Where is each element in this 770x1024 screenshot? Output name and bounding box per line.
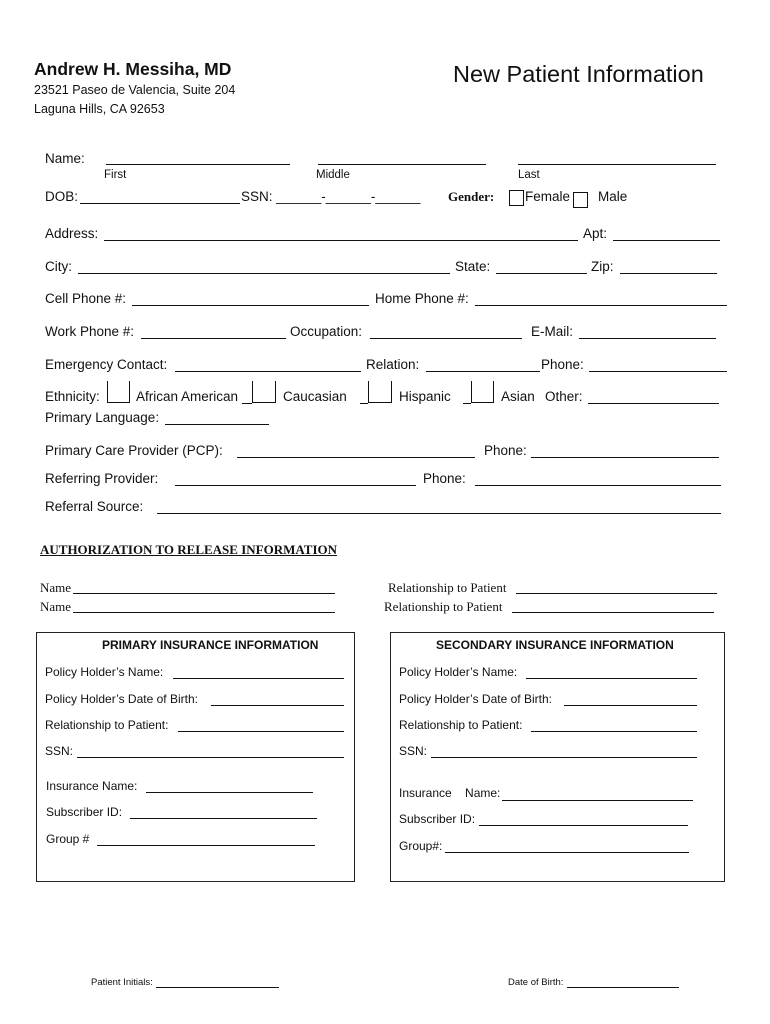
- cell-phone-field[interactable]: [132, 305, 369, 306]
- primary-insurance-name-field[interactable]: [146, 792, 313, 793]
- occupation-label: Occupation:: [290, 324, 363, 339]
- ethnicity-label: Ethnicity:: [45, 389, 100, 404]
- city-field[interactable]: [78, 273, 450, 274]
- primary-subscriber-id-label: Subscriber ID:: [46, 805, 123, 819]
- state-field[interactable]: [496, 273, 587, 274]
- secondary-relationship-field[interactable]: [531, 731, 697, 732]
- primary-group-field[interactable]: [97, 845, 315, 846]
- secondary-insurance-name-field[interactable]: [502, 800, 693, 801]
- referral-source-field[interactable]: [157, 513, 721, 514]
- secondary-policy-holder-dob-field[interactable]: [564, 705, 697, 706]
- asian-underline: [463, 403, 471, 404]
- pcp-label: Primary Care Provider (PCP):: [45, 443, 223, 458]
- state-label: State:: [455, 259, 491, 274]
- patient-initials-field[interactable]: [156, 987, 279, 988]
- city-label: City:: [45, 259, 72, 274]
- footer-dob-label: Date of Birth:: [508, 977, 564, 988]
- occupation-field[interactable]: [370, 338, 522, 339]
- ssn-label[interactable]: SSN: ______-______-______: [241, 189, 421, 204]
- secondary-group-label: Group#:: [399, 839, 443, 853]
- first-name-field[interactable]: [106, 164, 290, 165]
- relation-label: Relation:: [366, 357, 420, 372]
- middle-name-field[interactable]: [318, 164, 486, 165]
- practice-address-line1: 23521 Paseo de Valencia, Suite 204: [34, 83, 236, 97]
- primary-relationship-field[interactable]: [178, 731, 344, 732]
- dob-field[interactable]: [80, 203, 240, 204]
- footer-dob-field[interactable]: [567, 987, 679, 988]
- african-american-underline: [242, 403, 252, 404]
- male-checkbox[interactable]: [573, 192, 588, 208]
- hispanic-underline: [360, 403, 368, 404]
- auth-relationship-field-2[interactable]: [512, 612, 714, 613]
- primary-ssn-label: SSN:: [45, 744, 74, 758]
- other-label: Other:: [545, 389, 583, 404]
- primary-subscriber-id-field[interactable]: [130, 818, 317, 819]
- secondary-ssn-field[interactable]: [431, 757, 697, 758]
- cell-phone-label: Cell Phone #:: [45, 291, 127, 306]
- secondary-subscriber-id-label: Subscriber ID:: [399, 812, 476, 826]
- zip-field[interactable]: [620, 273, 717, 274]
- pcp-phone-field[interactable]: [531, 457, 719, 458]
- primary-policy-holder-dob-field[interactable]: [211, 705, 344, 706]
- emergency-contact-field[interactable]: [175, 371, 361, 372]
- last-name-field[interactable]: [518, 164, 716, 165]
- apt-field[interactable]: [613, 240, 720, 241]
- auth-name-field-1[interactable]: [73, 593, 335, 594]
- secondary-subscriber-id-field[interactable]: [479, 825, 688, 826]
- last-name-caption: Last: [518, 169, 540, 181]
- asian-checkbox[interactable]: [471, 381, 494, 403]
- pcp-phone-label: Phone:: [484, 443, 527, 458]
- secondary-ssn-label: SSN:: [399, 744, 428, 758]
- referring-phone-label: Phone:: [423, 471, 466, 486]
- work-phone-label: Work Phone #:: [45, 324, 135, 339]
- referring-provider-label: Referring Provider:: [45, 471, 159, 486]
- patient-initials-label: Patient Initials:: [91, 977, 153, 988]
- female-label: Female: [525, 189, 571, 204]
- secondary-policy-holder-name-field[interactable]: [526, 678, 697, 679]
- gender-label: Gender:: [448, 189, 495, 204]
- auth-relationship-field-1[interactable]: [516, 593, 717, 594]
- dob-label: DOB:: [45, 189, 79, 204]
- email-field[interactable]: [579, 338, 716, 339]
- auth-relationship-label-2: Relationship to Patient: [384, 599, 503, 614]
- primary-relationship-label: Relationship to Patient:: [45, 718, 169, 732]
- middle-name-caption: Middle: [316, 169, 350, 181]
- primary-language-field[interactable]: [165, 424, 269, 425]
- secondary-insurance-heading: SECONDARY INSURANCE INFORMATION: [436, 638, 674, 652]
- caucasian-checkbox[interactable]: [252, 381, 276, 403]
- emergency-phone-field[interactable]: [589, 371, 727, 372]
- work-phone-field[interactable]: [141, 338, 286, 339]
- pcp-field[interactable]: [237, 457, 475, 458]
- relation-field[interactable]: [426, 371, 540, 372]
- apt-label: Apt:: [583, 226, 608, 241]
- doctor-name: Andrew H. Messiha, MD: [34, 59, 232, 79]
- primary-policy-holder-name-label: Policy Holder’s Name:: [45, 665, 164, 679]
- address-field[interactable]: [104, 240, 578, 241]
- auth-relationship-label-1: Relationship to Patient: [388, 580, 507, 595]
- home-phone-field[interactable]: [475, 305, 727, 306]
- primary-insurance-heading: PRIMARY INSURANCE INFORMATION: [102, 638, 319, 652]
- auth-name-field-2[interactable]: [73, 612, 335, 613]
- authorization-heading: AUTHORIZATION TO RELEASE INFORMATION: [40, 542, 338, 557]
- primary-ssn-field[interactable]: [77, 757, 344, 758]
- home-phone-label: Home Phone #:: [375, 291, 469, 306]
- secondary-relationship-label: Relationship to Patient:: [399, 718, 523, 732]
- name-label: Name:: [45, 151, 85, 166]
- secondary-policy-holder-name-label: Policy Holder’s Name:: [399, 665, 518, 679]
- referring-provider-field[interactable]: [175, 485, 416, 486]
- secondary-policy-holder-dob-label: Policy Holder’s Date of Birth:: [399, 692, 552, 706]
- african-american-checkbox[interactable]: [107, 381, 130, 403]
- primary-language-label: Primary Language:: [45, 410, 160, 425]
- referral-source-label: Referral Source:: [45, 499, 144, 514]
- hispanic-checkbox[interactable]: [368, 381, 392, 403]
- primary-group-label: Group #: [46, 832, 90, 846]
- african-american-label: African American: [136, 389, 239, 404]
- referring-phone-field[interactable]: [475, 485, 721, 486]
- emergency-phone-label: Phone:: [541, 357, 584, 372]
- primary-policy-holder-dob-label: Policy Holder’s Date of Birth:: [45, 692, 198, 706]
- auth-name-label-1: Name: [40, 580, 72, 595]
- auth-name-label-2: Name: [40, 599, 72, 614]
- caucasian-label: Caucasian: [283, 389, 347, 404]
- secondary-insurance-name-label: Insurance Name:: [399, 786, 501, 800]
- zip-label: Zip:: [591, 259, 614, 274]
- address-label: Address:: [45, 226, 99, 241]
- practice-address-line2: Laguna Hills, CA 92653: [34, 102, 165, 116]
- form-title: New Patient Information: [453, 61, 704, 87]
- male-label: Male: [598, 189, 628, 204]
- primary-insurance-name-label: Insurance Name:: [46, 779, 138, 793]
- emergency-contact-label: Emergency Contact:: [45, 357, 168, 372]
- hispanic-label: Hispanic: [399, 389, 451, 404]
- secondary-group-field[interactable]: [445, 852, 689, 853]
- email-label: E-Mail:: [531, 324, 574, 339]
- female-checkbox[interactable]: [509, 190, 524, 206]
- asian-label: Asian: [501, 389, 535, 404]
- first-name-caption: First: [104, 169, 127, 181]
- other-field[interactable]: [588, 403, 719, 404]
- primary-policy-holder-name-field[interactable]: [173, 678, 344, 679]
